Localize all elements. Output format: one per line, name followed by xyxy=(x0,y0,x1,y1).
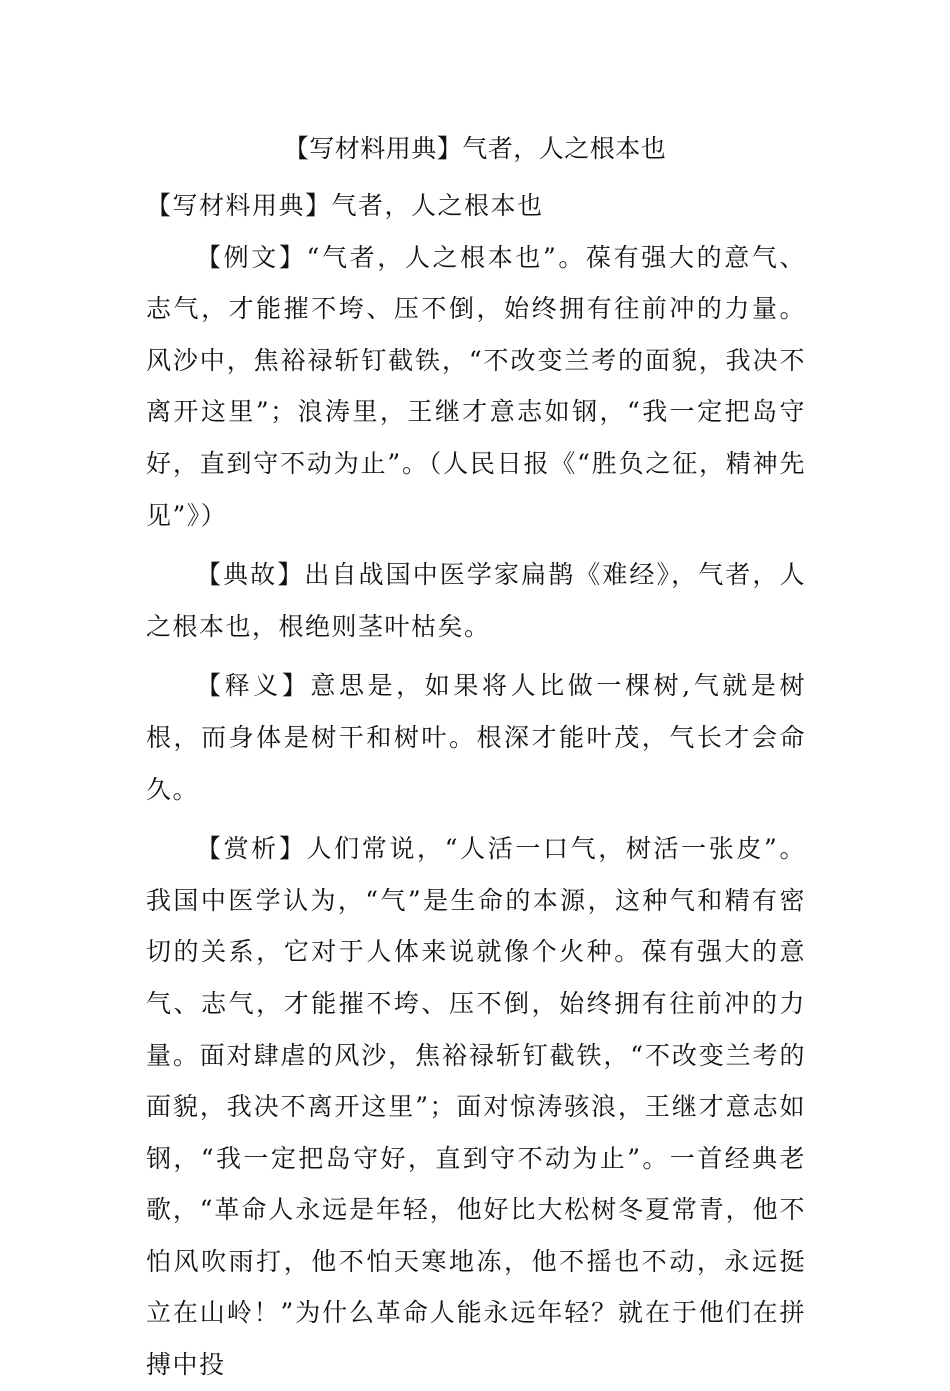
section-appreciation xyxy=(146,823,806,1391)
section-example xyxy=(146,232,806,542)
section-allusion-text: 出自战国中医学家扁鹊《难经》，气者，人之根本也，根绝则茎叶枯矣。 xyxy=(146,560,806,641)
document-title: 【写材料用典】气者，人之根本也 xyxy=(283,134,667,163)
document-body xyxy=(146,180,806,1391)
section-appreciation-text: 人们常说，“人活一口气，树活一张皮”。我国中医学认为，“气”是生命的本源，这种气和精有密切的关系，它对于人体来说就像个火种。葆有强大的意气、志气，才能摧不垮、压不倒，始终拥有往前冲的力量。面对肆虐的风沙，焦裕禄斩钉截铁，“不改变兰考的面貌，我决不离开这里”；面对惊涛骇浪，王继才意志如钢，“我一定把岛守好，直到守不动为止”。一首经典老歌，“革命人永远是年轻，他好比大松树冬夏常青，他不怕风吹雨打，他不怕天寒地冻，他不摇也不动，永远挺立在山岭！”为什么革命人能永远年轻？就在于他们在拼搏中投 xyxy=(146,834,806,1380)
section-allusion xyxy=(146,549,806,652)
document-heading: 【写材料用典】气者，人之根本也 xyxy=(146,191,544,220)
section-allusion-label: 【典故】 xyxy=(196,560,305,590)
section-meaning-text: 意思是，如果将人比做一棵树,气就是树根，而身体是树干和树叶。根深才能叶茂，气长才会命久。 xyxy=(146,671,806,804)
section-meaning-label: 【释义】 xyxy=(196,671,311,701)
section-meaning xyxy=(146,660,806,815)
section-example-text: “气者，人之根本也”。葆有强大的意气、志气，才能摧不垮、压不倒，始终拥有往前冲的力量。风沙中，焦裕禄斩钉截铁，“不改变兰考的面貌，我决不离开这里”；浪涛里，王继才意志如钢，“我一定把岛守好，直到守不动为止”。（人民日报《“胜负之征，精神先见”》） xyxy=(146,242,806,530)
section-example-label: 【例文】 xyxy=(196,242,307,272)
section-appreciation-label: 【赏析】 xyxy=(196,834,307,864)
